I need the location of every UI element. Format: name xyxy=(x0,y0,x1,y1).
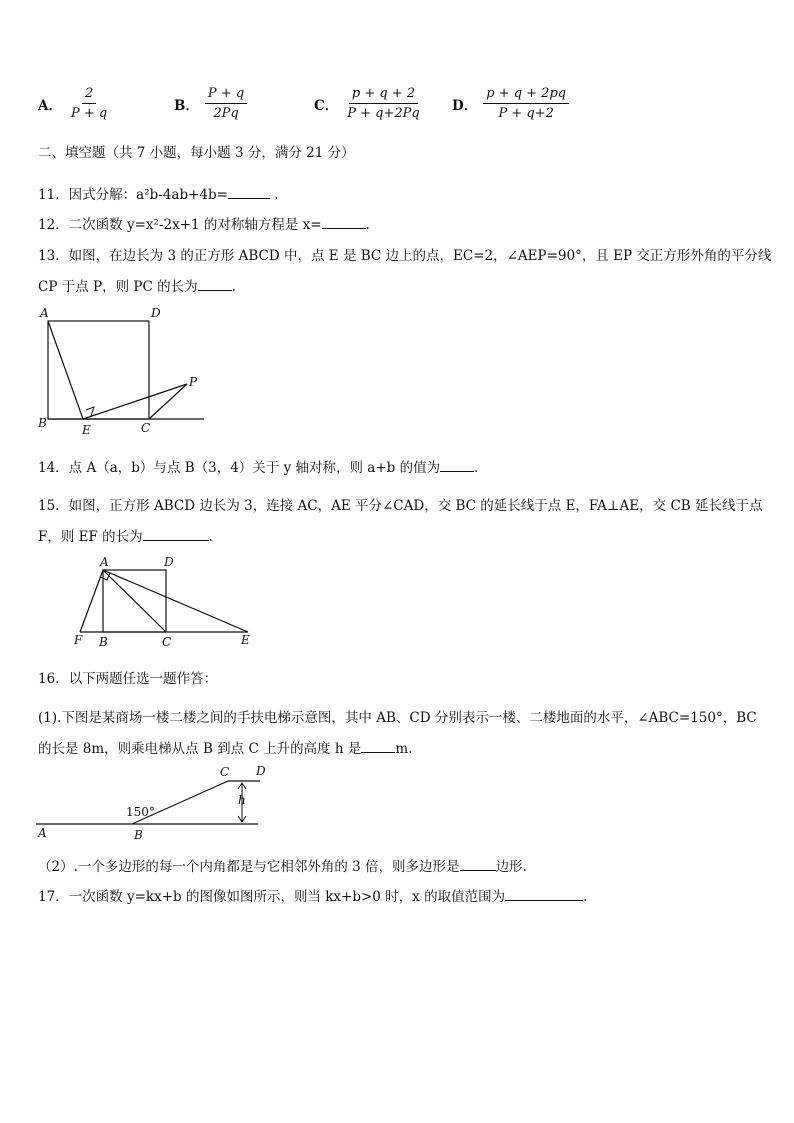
question-14 xyxy=(38,456,488,476)
label-a: A xyxy=(40,306,49,320)
numerator: p + q + 2pq xyxy=(483,86,569,104)
answer-blank[interactable] xyxy=(228,186,270,199)
label-b: B xyxy=(134,828,143,842)
figure-16 xyxy=(32,760,272,846)
question-text: 的长是 8m，则乘电梯从点 B 到点 C 上升的高度 h 是 xyxy=(38,741,362,757)
segment-ep xyxy=(83,384,187,419)
label-e: E xyxy=(241,633,250,647)
punctuation: . xyxy=(231,279,236,295)
question-15-line2 xyxy=(38,525,213,545)
numerator: 2 xyxy=(82,86,96,104)
punctuation: . xyxy=(269,187,279,203)
punctuation: . xyxy=(365,217,370,233)
numerator: p + q + 2 xyxy=(349,86,418,104)
fraction xyxy=(68,86,110,121)
question-text: （2）.一个多边形的每一个内角都是与它相邻外角的 3 倍，则多边形是 xyxy=(38,859,460,875)
answer-blank[interactable] xyxy=(322,216,366,229)
question-text: 12．二次函数 y=x²-2x+1 的对称轴方程是 x= xyxy=(38,217,322,233)
label-d: D xyxy=(151,306,161,320)
label-c: C xyxy=(162,635,172,649)
denominator: P + q+2 xyxy=(498,106,554,121)
answer-blank[interactable] xyxy=(460,858,496,871)
punctuation: 边形. xyxy=(495,859,527,875)
segment-ae xyxy=(103,570,248,632)
label-a: A xyxy=(38,826,47,840)
choice-a[interactable] xyxy=(38,86,110,121)
denominator: P + q xyxy=(70,106,108,121)
question-15-line1: 15．如图，正方形 ABCD 边长为 3，连接 AC，AE 平分∠CAD，交 BC 的延长线于点 E，FA⊥AE，交 CB 延长线于点 xyxy=(38,498,763,514)
question-12 xyxy=(38,213,370,233)
right-angle-mark xyxy=(86,407,94,416)
question-text: CP 于点 P，则 PC 的长为 xyxy=(38,279,198,295)
segment-af xyxy=(80,570,103,632)
fraction xyxy=(483,86,569,121)
choice-label: A． xyxy=(38,97,62,114)
square-abcd xyxy=(48,321,149,419)
choice-b[interactable] xyxy=(174,86,247,121)
label-d: D xyxy=(256,764,266,778)
angle-label: 150° xyxy=(126,805,155,819)
answer-blank[interactable] xyxy=(505,888,583,901)
question-text: F，则 EF 的长为 xyxy=(38,529,143,545)
label-h: h xyxy=(238,793,246,807)
segment-cp xyxy=(149,384,187,419)
answer-blank[interactable] xyxy=(361,740,395,753)
question-16-1-line2 xyxy=(38,737,412,757)
label-c: C xyxy=(141,421,151,435)
segment-ae xyxy=(48,321,83,419)
fraction xyxy=(344,86,422,121)
figure-15 xyxy=(66,552,266,652)
denominator: P + q+2Pq xyxy=(347,106,420,121)
figure-13 xyxy=(32,300,212,440)
question-text: 11．因式分解：a²b-4ab+4b= xyxy=(38,187,228,203)
label-c: C xyxy=(220,765,230,779)
denominator: 2Pq xyxy=(213,106,239,121)
punctuation: ． xyxy=(474,460,488,476)
question-17 xyxy=(38,885,587,905)
question-13-line1: 13．如图，在边长为 3 的正方形 ABCD 中，点 E 是 BC 边上的点，EC=2，∠AEP=90°，且 EP 交正方形外角的平分线 xyxy=(38,248,772,264)
choice-d[interactable] xyxy=(452,86,569,121)
numerator: P + q xyxy=(205,86,247,104)
section-heading: 二、填空题（共 7 小题，每小题 3 分，满分 21 分） xyxy=(38,145,355,161)
label-b: B xyxy=(38,416,47,430)
label-p: P xyxy=(189,375,198,389)
answer-blank[interactable] xyxy=(198,278,232,291)
punctuation: m. xyxy=(395,741,413,757)
question-16-2 xyxy=(38,855,527,875)
answer-blank[interactable] xyxy=(440,459,474,472)
label-d: D xyxy=(164,555,174,569)
label-a: A xyxy=(100,555,109,569)
choice-label: C． xyxy=(314,97,339,114)
answer-blank[interactable] xyxy=(143,528,209,541)
fraction xyxy=(205,86,247,121)
segment-ac xyxy=(103,570,166,632)
question-16: 16．以下两题任选一题作答： xyxy=(38,671,218,687)
answer-choices xyxy=(38,86,778,130)
question-text: 17．一次函数 y=kx+b 的图像如图所示，则当 kx+b>0 时，x 的取值范围为 xyxy=(38,889,506,905)
choice-label: D． xyxy=(452,97,478,114)
label-f: F xyxy=(74,633,83,647)
question-16-1-line1: (1).下图是某商场一楼二楼之间的手扶电梯示意图，其中 AB、CD 分别表示一楼、二楼地面的水平，∠ABC=150°，BC xyxy=(38,710,757,726)
choice-label: B． xyxy=(174,97,199,114)
punctuation: . xyxy=(583,889,588,905)
label-b: B xyxy=(99,635,108,649)
choice-c[interactable] xyxy=(314,86,423,121)
question-11 xyxy=(38,183,279,203)
question-13-line2 xyxy=(38,275,236,295)
label-e: E xyxy=(82,423,91,437)
question-text: 14．点 A（a，b）与点 B（3，4）关于 y 轴对称，则 a+b 的值为 xyxy=(38,460,441,476)
punctuation: . xyxy=(208,529,213,545)
